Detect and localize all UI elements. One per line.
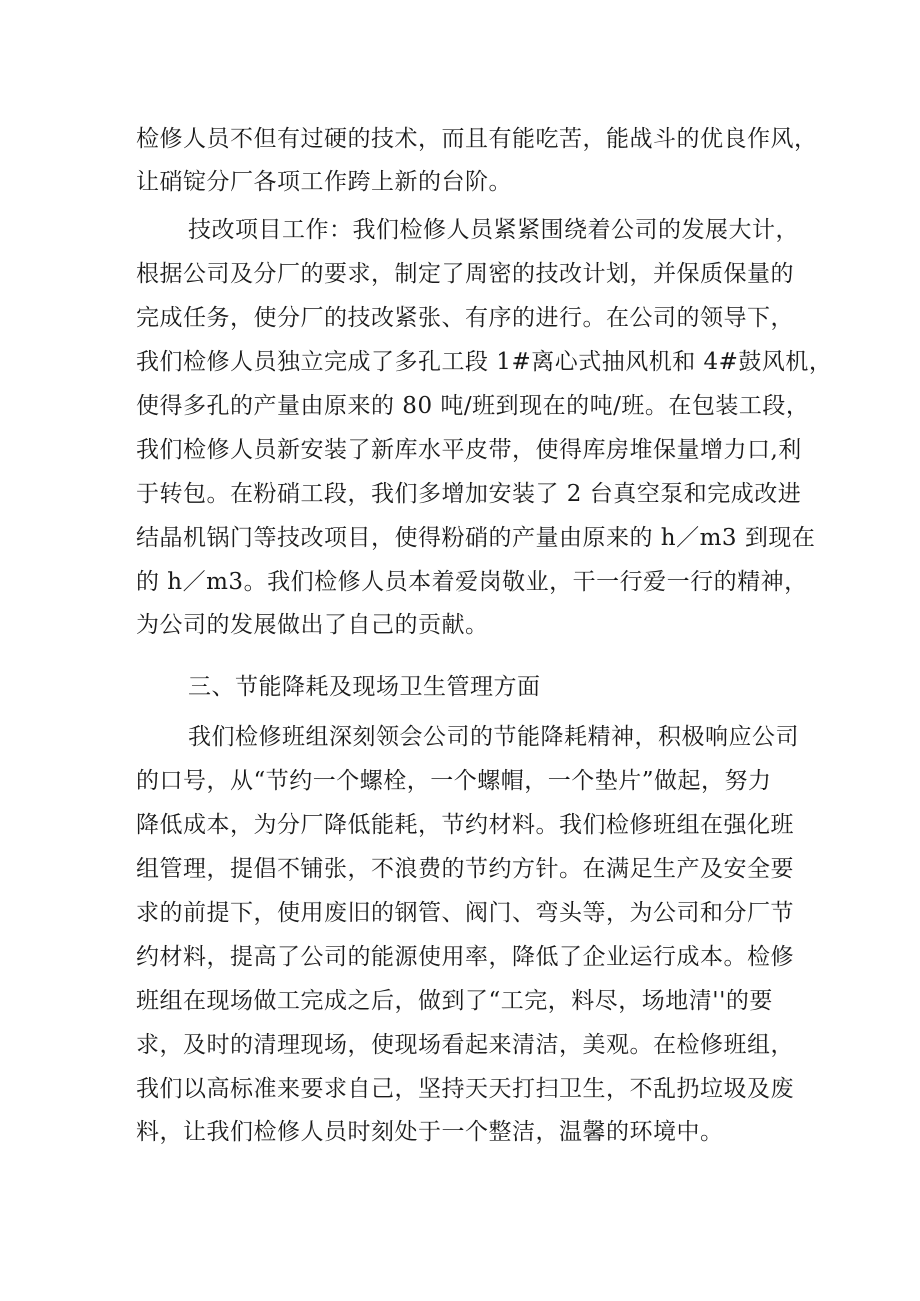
text-line: 结晶机锅门等技改项目，使得粉硝的产量由原来的 h／m3 到现在 [136, 525, 816, 551]
text-line: 我们检修人员新安装了新库水平皮带，使得库房堆保量增力口,利 [136, 437, 802, 463]
text-line: 完成任务，使分厂的技改紧张、有序的进行。在公司的领导下， [136, 305, 794, 331]
text-line: 求的前提下，使用废旧的钢管、阀门、弯头等，为公司和分厂节 [136, 900, 794, 926]
paragraph-start-line: 技改项目工作：我们检修人员紧紧围绕着公司的发展大计， [188, 217, 799, 243]
text-line: 料，让我们检修人员时刻处于一个整洁，温馨的环境中。 [136, 1119, 724, 1145]
text-line: 为公司的发展做出了自己的贡献。 [136, 612, 489, 638]
text-line: 组管理，提倡不铺张，不浪费的节约方针。在满足生产及安全要 [136, 856, 794, 882]
text-line: 我们检修人员独立完成了多孔工段 1#离心式抽风机和 4#鼓风机， [136, 349, 833, 375]
text-line: 的口号，从“节约一个螺栓，一个螺帽，一个垫片”做起，努力 [136, 768, 772, 794]
text-line: 班组在现场做工完成之后，做到了“工完，料尽，场地清''的要 [136, 988, 773, 1014]
text-line: 检修人员不但有过硬的技术，而且有能吃苦，能战斗的优良作风， [136, 126, 818, 152]
text-line: 于转包。在粉硝工段，我们多增加安装了 2 台真空泵和完成改进 [136, 481, 802, 507]
text-line: 使得多孔的产量由原来的 80 吨/班到现在的吨/班。在包装工段， [136, 393, 810, 419]
text-line: 降低成本，为分厂降低能耗，节约材料。我们检修班组在强化班 [136, 812, 794, 838]
text-line: 让硝锭分厂各项工作跨上新的台阶。 [136, 169, 512, 195]
text-line: 的 h／m3。我们检修人员本着爱岗敬业，干一行爱一行的精神， [136, 569, 808, 595]
text-line: 我们以高标准来要求自己，坚持天天打扫卫生，不乱扔垃圾及废 [136, 1076, 794, 1102]
text-line: 求，及时的清理现场，使现场看起来清洁，美观。在检修班组， [136, 1032, 794, 1058]
paragraph-start-line: 我们检修班组深刻领会公司的节能降耗精神，积极响应公司 [188, 724, 799, 750]
text-line: 根据公司及分厂的要求，制定了周密的技改计划，并保质保量的 [136, 261, 794, 287]
text-line: 约材料，提高了公司的能源使用率，降低了企业运行成本。检修 [136, 944, 794, 970]
section-heading: 三、节能降耗及现场卫生管理方面 [188, 674, 541, 700]
